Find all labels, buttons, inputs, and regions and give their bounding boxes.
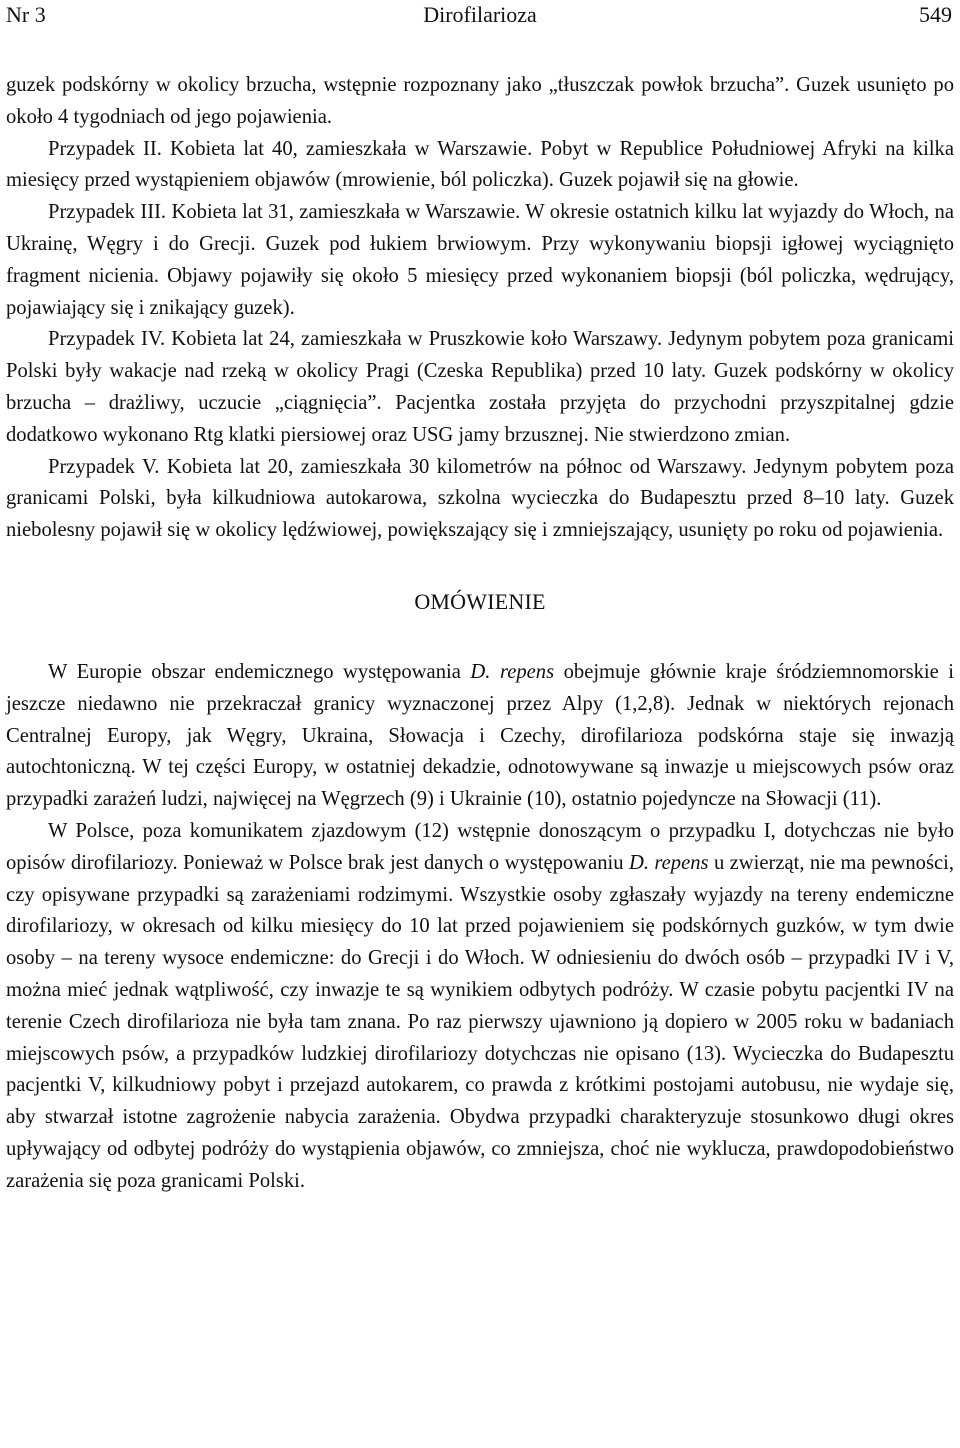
discussion-text: W Europie obszar endemicznego występowania	[48, 660, 471, 683]
discussion-text: u zwierząt, nie ma pewności, czy opisywane przypadki są zarażeniami rodzimymi. Wszystkie osoby zgłaszały wyjazdy na tereny endemiczne dirofilariozy, w okresach od kilku miesięcy do 10 lat przed pojawieniem się podskórnych guzków, w tym dwie osoby – na tereny wysoce endemiczne: do Grecji i do Włoch. W odniesieniu do dwóch osób – przypadki IV i V, można mieć jednak wątpliwość, czy inwazje te są wynikiem odbytych podróży. W czasie pobytu pacjentki IV na terenie Czech dirofilarioza nie była tam znana. Po raz pierwszy ujawniono ją dopiero w 2005 roku w badaniach miejscowych psów, a przypadków ludzkiej dirofilariozy dotychczas nie opisano (13). Wycieczka do Budapesztu pacjentki V, kilkudniowy pobyt i przejazd autokarem, co prawda z krótkimi postojami autobusu, nie wydaje się, aby stwarzał istotne zagrożenie nabycia zarażenia. Obydwa przypadki charakteryzuje stosunkowo długi okres upływający od odbytej podróży do wystąpienia objawów, co zmniejsza, choć nie wyklucza, prawdopodobieństwo zarażenia się poza granicami Polski.	[6, 851, 954, 1192]
paragraph-case-ii: Przypadek II. Kobieta lat 40, zamieszkała w Warszawie. Pobyt w Republice Południowej Afryki na kilka miesięcy przed wystąpieniem objawów (mrowienie, ból policzka). Guzek pojawił się na głowie.	[6, 137, 954, 192]
species-name: D. repens	[470, 660, 555, 683]
species-name: D. repens	[628, 851, 709, 874]
discussion-text: W Polsce, poza komunikatem zjazdowym (12) wstępnie donoszącym o przypadku I, dotychczas nie było opisów dirofilariozy. Ponieważ w Polsce brak jest danych o występowaniu	[6, 819, 954, 874]
paragraph-case-iii: Przypadek III. Kobieta lat 31, zamieszkała w Warszawie. W okresie ostatnich kilku lat wyjazdy do Włoch, na Ukrainę, Węgry i do Grecji. Guzek pod łukiem brwiowym. Przy wykonywaniu biopsji igłowej wyciągnięto fragment nicienia. Objawy pojawiły się około 5 miesięcy przed wykonaniem biopsji (ból policzka, wędrujący, pojawiający się i znikający guzek).	[6, 201, 954, 319]
body-text	[6, 70, 954, 1198]
section-heading: OMÓWIENIE	[414, 588, 546, 614]
issue-number: Nr 3	[6, 2, 46, 27]
paragraph-case-v: Przypadek V. Kobieta lat 20, zamieszkała 30 kilometrów na północ od Warszawy. Jedynym pobytem poza granicami Polski, była kilkudniowa autokarowa, szkolna wycieczka do Budapesztu przed 8–10 laty. Guzek niebolesny pojawił się w okolicy lędźwiowej, powiększający się i zmniejszający, usunięty po roku od pojawienia.	[6, 455, 954, 542]
page-number: 549	[919, 2, 952, 27]
running-title: Dirofilarioza	[423, 2, 537, 27]
discussion-paragraph-1	[6, 657, 954, 816]
paragraph-case-i-continued: guzek podskórny w okolicy brzucha, wstępnie rozpoznany jako „tłuszczak powłok brzucha”. Guzek usunięto po około 4 tygodniach od jego pojawienia.	[6, 74, 954, 128]
running-header	[6, 0, 954, 34]
discussion-paragraph-2	[6, 816, 954, 1198]
discussion-text: obejmuje głównie kraje śródziemnomorskie i jeszcze niedawno nie przekraczał granicy wyznaczonej przez Alpy (1,2,8). Jednak w niektórych rejonach Centralnej Europy, jak Węgry, Ukraina, Słowacja i Czechy, dirofilarioza podskórna staje się inwazją autochtoniczną. W tej części Europy, w ostatniej dekadzie, odnotowywane są inwazje u miejscowych psów oraz przypadki zarażeń ludzi, najwięcej na Węgrzech (9) i Ukrainie (10), ostatnio pojedyncze na Słowacji (11).	[6, 660, 955, 811]
paragraph-case-iv: Przypadek IV. Kobieta lat 24, zamieszkała w Pruszkowie koło Warszawy. Jedynym pobytem poza granicami Polski były wakacje nad rzeką w okolicy Pragi (Czeska Republika) przed 10 laty. Guzek podskórny w okolicy brzucha – drażliwy, uczucie „ciągnięcia”. Pacjentka została przyjęta do przychodni przyszpitalnej gdzie dodatkowo wykonano Rtg klatki piersiowej oraz USG jamy brzusznej. Nie stwierdzono zmian.	[6, 328, 954, 446]
